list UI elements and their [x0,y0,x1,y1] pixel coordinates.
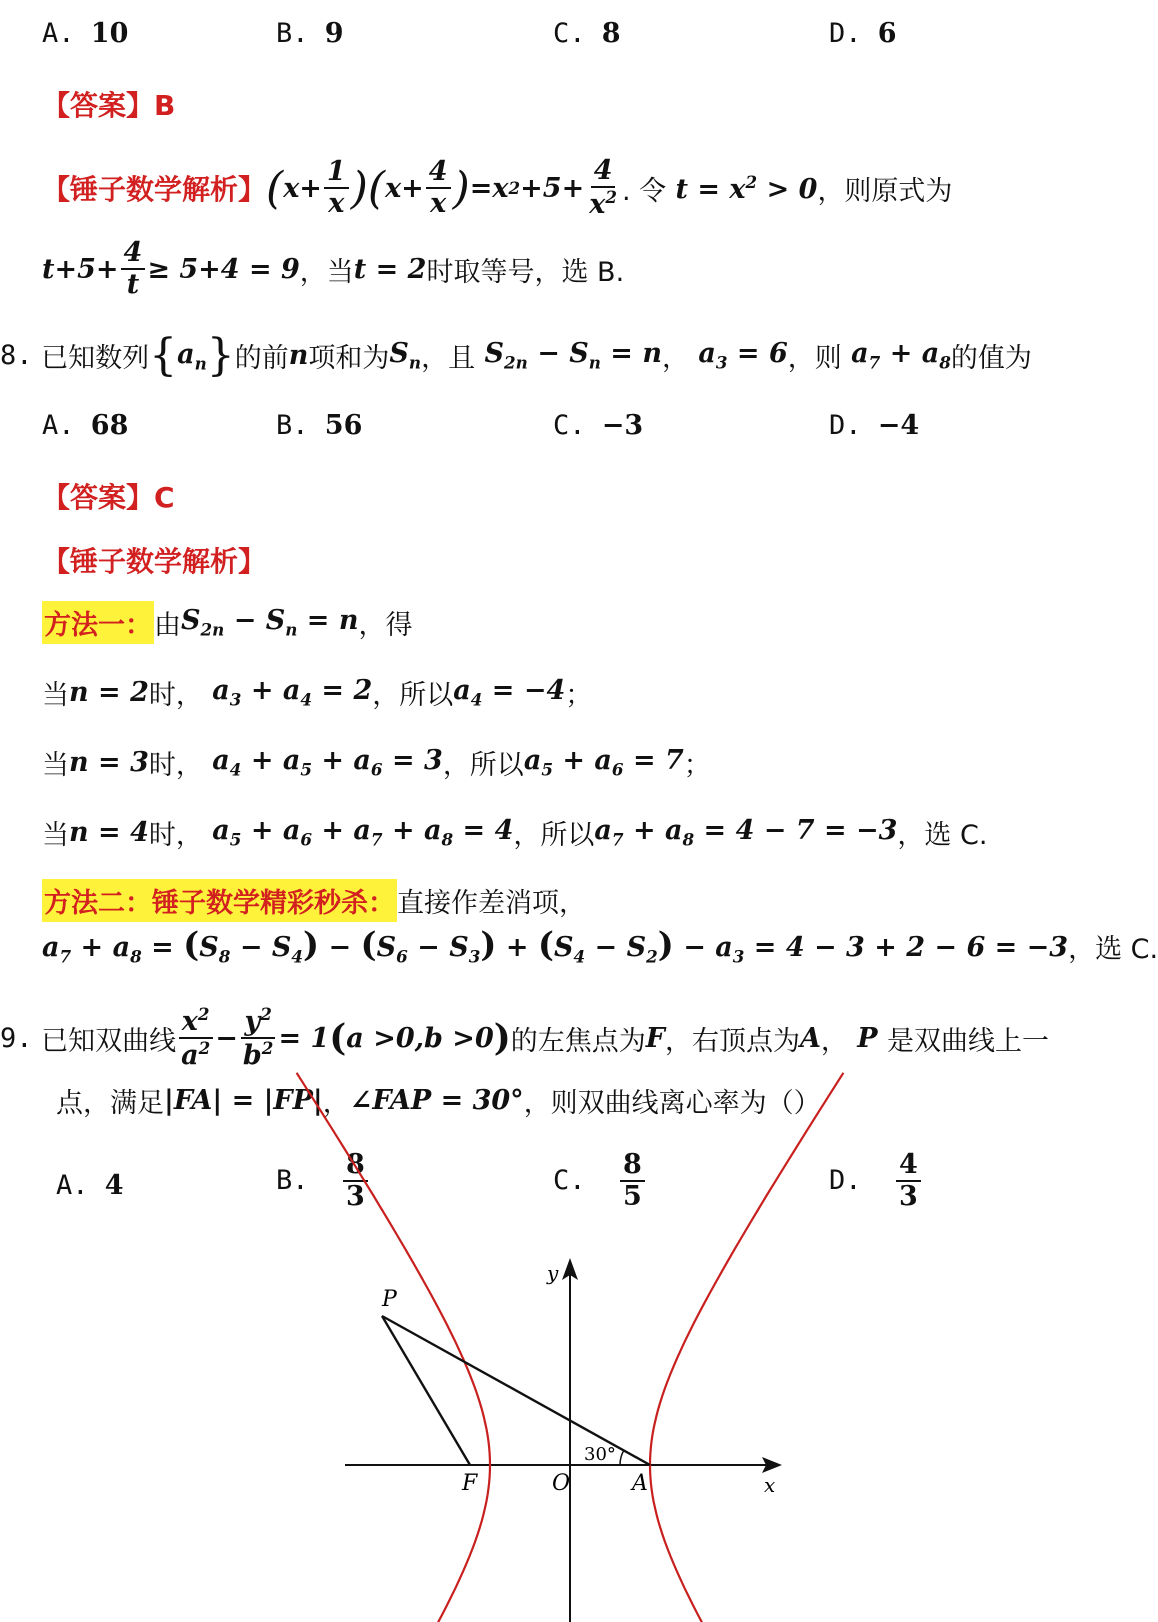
label-F: F [462,1471,478,1496]
label-O: O [552,1471,571,1496]
q9-angle: ∠FAP = 30° [349,1084,524,1116]
q9-equation: $\frac{x^2}{a^2}$ − $\frac{y^2}{b^2}$ = 1 ( a > 0 ,b > 0 ) [176,1005,511,1070]
case-so: ，所以 [513,819,595,851]
q8-method2-end: ，选 C. [1068,933,1158,965]
q7-analysis-label: 【锤子数学解析】 [42,173,267,206]
q8-stem-3: 项和为 [308,342,390,374]
segment-PF [382,1316,470,1465]
case-so: ，所以 [442,749,524,781]
q8-stem-5: ， [661,342,689,374]
case-n4-expr: $a_5 + a_6 + a_7 + a_8 = 4$ [202,814,514,850]
q8-case-n3 [42,740,711,784]
q8-method2-text: 直接作差消项， [397,887,586,919]
q8-option-b: B. 56 [276,410,363,441]
q8-case-n2 [42,670,592,714]
label-y: y [547,1261,559,1285]
q8-stem-6: ，则 [787,342,842,374]
q8-stem-2: 的前 [234,342,289,374]
q9-stem-8: ，则双曲线离心率为（） [523,1087,821,1119]
q8-method1-a: 由 [154,609,181,641]
case-end: ； [683,749,711,781]
q8-method1 [42,600,412,644]
q8-stem-1: 已知数列 [41,342,150,374]
q7-analysis-line1 [42,148,952,228]
q9-stem-5: 是双曲线上一 [887,1025,1050,1057]
q8-method1-expr: $S_{2n} - S_n = n$ [181,604,359,640]
case-word: 当 [42,679,69,711]
case-n4: n = 4 [69,816,149,848]
case-n4-result: $a_7 + a_8 = 4 - 7 = -3$ [594,814,898,850]
hyperbola-figure [0,1250,1080,1622]
q8-option-a: A. 68 [42,410,129,441]
q9-option-c: C. $\frac{8}{5}$ [553,1150,647,1211]
q8-method2-expr: $a_7 + a_8 = (S_8 - S_4) - (S_6 - S_3) + (S_4 - S_2) - a_3 = 4 - 3 + 2 - 6 = -3$ [42,925,1069,967]
segment-PA [382,1316,650,1465]
case-time: 时， [148,679,203,711]
q8-a3: $a_3 = 6$ [688,337,788,373]
q8-method1-label: 方法一： [42,601,154,644]
q7-answer: 【答案】B [42,89,176,122]
q9-number: 9. [0,1022,33,1054]
q7-line2-tail: ，当 [299,256,354,288]
case-n3-expr: $a_4 + a_5 + a_6 = 3$ [202,744,443,780]
q9-stem-line2 [56,1078,821,1122]
label-A: A [632,1471,648,1496]
q7-option-b: B. 9 [276,18,344,49]
case-time: 时， [148,819,203,851]
q8-answer: 【答案】C [42,481,175,514]
q7-line2-end: 时取等号，选 B. [426,256,625,288]
q8-method2-label: 方法二：锤子数学精彩秒杀： [42,879,397,922]
q9-F: F [645,1022,665,1054]
case-end: ； [565,679,593,711]
q8-analysis-label: 【锤子数学解析】 [42,545,267,578]
case-n4-end: ，选 C. [897,819,988,851]
label-P: P [382,1287,397,1312]
q8-n: n [288,339,309,371]
q7-option-a: A. 10 [42,18,129,49]
q7-analysis-mid: . 令 [621,175,667,207]
label-angle: 30° [584,1444,616,1465]
q9-option-d: D. $\frac{4}{3}$ [829,1150,923,1211]
q9-P: P [847,1022,888,1054]
q9-option-a: A. 4 [56,1170,124,1201]
q8-sn: $S_n$ [389,337,422,373]
label-x: x [764,1473,776,1497]
q7-option-d: D. 6 [829,18,897,49]
q8-method2 [42,880,586,920]
q8-stem-7: 的值为 [950,342,1032,374]
q7-equal-case: t = 2 [353,253,427,285]
hyperbola-right-branch [650,1073,843,1622]
q9-stem-4: ， [820,1025,848,1057]
case-word: 当 [42,819,69,851]
q7-analysis-tail: ，则原式为 [817,175,953,207]
q8-stem [0,330,1032,380]
case-n3-result: $a_5 + a_6 = 7$ [523,744,684,780]
case-word: 当 [42,749,69,781]
case-n3: n = 3 [69,746,149,778]
q9-stem-6: 点，满足 [56,1087,164,1119]
q8-seq: $\{a_n\}$ [149,329,235,381]
q9-condition: |FA| = |FP| [164,1084,323,1116]
q8-case-n4 [42,810,987,854]
q8-a7a8: $a_7 + a_8$ [841,337,951,373]
q7-analysis-line2 [42,236,624,302]
case-so: ，所以 [372,679,454,711]
q8-stem-4: ，且 [421,342,476,374]
q8-method2-expr-line [42,922,1158,970]
q8-option-c: C. −3 [553,410,644,441]
q8-option-d: D. −4 [829,410,920,441]
case-n2-result: $a_4 = -4$ [453,674,566,710]
case-n2-expr: $a_3 + a_4 = 2$ [202,674,373,710]
q7-analysis-expression: ( x+ $\frac{1}{x}$ ) ( x+ $\frac{4}{x}$ ) = x 2 +5+ $\frac{4}{x^2}$ [266,155,617,220]
q7-inequality: t +5+ $\frac{4}{t}$ ≥ 5+4 = 9 [42,237,300,300]
q9-stem-2: 的左焦点为 [510,1025,646,1057]
angle-arc [620,1450,624,1465]
q8-condition: $S_{2n} - S_n = n$ [475,337,662,373]
q9-A: A [799,1022,821,1054]
q9-stem-3: ，右顶点为 [664,1025,800,1057]
q9-stem-1: 已知双曲线 [41,1025,177,1057]
q9-option-b: B. $\frac{8}{3}$ [276,1150,370,1211]
q9-stem-line1 [0,1000,1049,1076]
q7-option-c: C. 8 [553,18,621,49]
q8-method1-b: ，得 [358,609,413,641]
q8-number: 8. [0,339,33,371]
case-n2: n = 2 [69,676,149,708]
case-time: 时， [148,749,203,781]
q7-analysis-sub: $t = x^2 > 0$ [666,171,818,205]
q9-stem-7: ， [322,1087,350,1119]
